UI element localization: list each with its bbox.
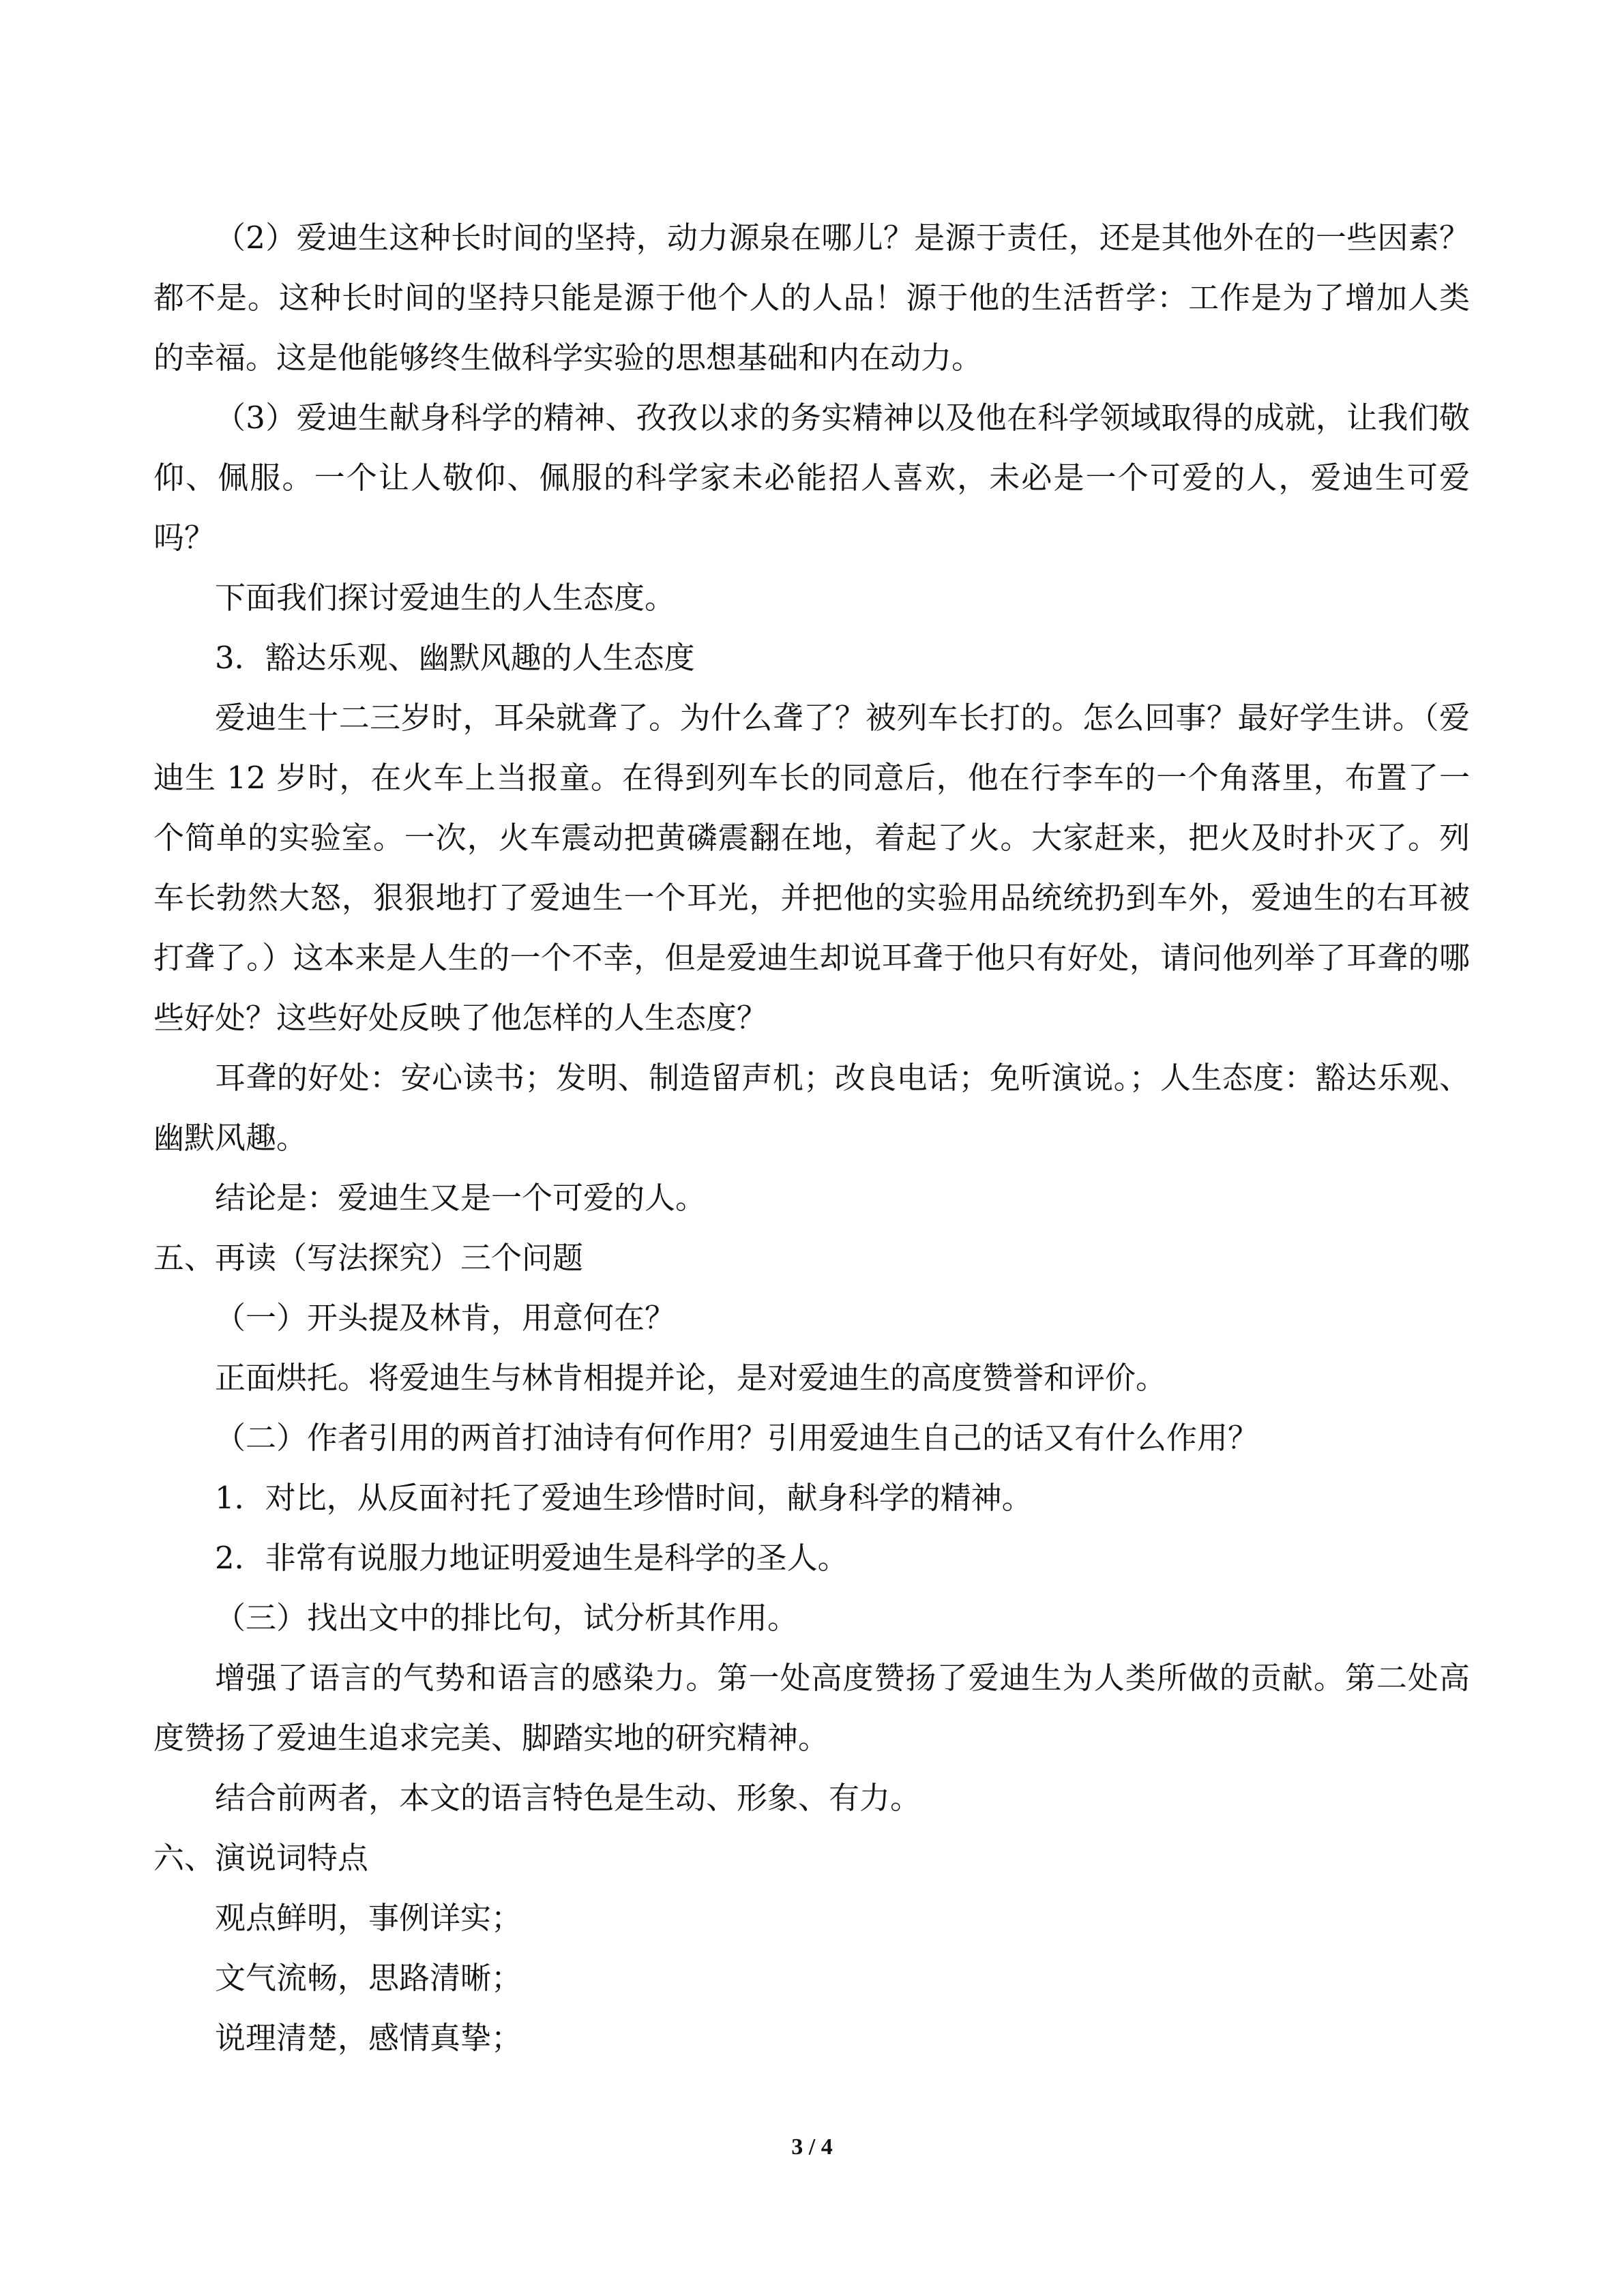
- subheading-optimism: 3．豁达乐观、幽默风趣的人生态度: [215, 640, 695, 676]
- paragraph-deafness-benefits: 耳聋的好处：安心读书；发明、制造留声机；改良电话；免听演说。；人生态度：豁达乐观、幽默风趣。: [153, 1060, 1470, 1156]
- answer-two-item-1: 1．对比，从反面衬托了爱迪生珍惜时间，献身科学的精神。: [215, 1480, 1033, 1516]
- paragraph-motivation-source: （2）爱迪生这种长时间的坚持，动力源泉在哪儿？是源于责任，还是其他外在的一些因素？都不是。这种长时间的坚持只能是源于他个人的人品！源于他的生活哲学：工作是为了增加人类的幸福。这是他能够终生做科学实验的思想基础和内在动力。: [153, 220, 1470, 376]
- question-one: （一）开头提及林肯，用意何在？: [215, 1300, 676, 1336]
- question-two: （二）作者引用的两首打油诗有何作用？引用爱迪生自己的话又有什么作用？: [215, 1420, 1259, 1456]
- page-number: 3 / 4: [791, 2134, 833, 2160]
- feature-item-2: 文气流畅，思路清晰；: [215, 1960, 522, 1996]
- answer-two-item-2: 2．非常有说服力地证明爱迪生是科学的圣人。: [215, 1540, 848, 1576]
- section-heading-six: 六、演说词特点: [153, 1840, 369, 1876]
- paragraph-deafness-story: 爱迪生十二三岁时，耳朵就聋了。为什么聋了？被列车长打的。怎么回事？最好学生讲。（爱迪生 12 岁时，在火车上当报童。在得到列车长的同意后，他在行李车的一个角落里，布置了一个简单的实验室。一次，火车震动把黄磷震翻在地，着起了火。大家赶来，把火及时扑灭了。列车长勃然大怒，狠狠地打了爱迪生一个耳光，并把他的实验用品统统扔到车外，爱迪生的右耳被打聋了。）这本来是人生的一个不幸，但是爱迪生却说耳聋于他只有好处，请问他列举了耳聋的哪些好处？这些好处反映了他怎样的人生态度？: [153, 700, 1470, 1036]
- feature-item-1: 观点鲜明，事例详实；: [215, 1900, 522, 1936]
- section-heading-five: 五、再读（写法探究）三个问题: [153, 1240, 584, 1276]
- paragraph-language-features: 结合前两者，本文的语言特色是生动、形象、有力。: [215, 1780, 921, 1816]
- document-body: [153, 208, 1470, 2068]
- feature-item-3: 说理清楚，感情真挚；: [215, 2020, 522, 2056]
- answer-three: 增强了语言的气势和语言的感染力。第一处高度赞扬了爱迪生为人类所做的贡献。第二处高度赞扬了爱迪生追求完美、脚踏实地的研究精神。: [153, 1660, 1470, 1756]
- paragraph-life-attitude-intro: 下面我们探讨爱迪生的人生态度。: [215, 580, 676, 616]
- question-three: （三）找出文中的排比句，试分析其作用。: [215, 1600, 799, 1636]
- paragraph-conclusion: 结论是：爱迪生又是一个可爱的人。: [215, 1180, 707, 1216]
- paragraph-admiration: （3）爱迪生献身科学的精神、孜孜以求的务实精神以及他在科学领域取得的成就，让我们敬仰、佩服。一个让人敬仰、佩服的科学家未必能招人喜欢，未必是一个可爱的人，爱迪生可爱吗？: [153, 400, 1470, 556]
- answer-one: 正面烘托。将爱迪生与林肯相提并论，是对爱迪生的高度赞誉和评价。: [215, 1360, 1167, 1396]
